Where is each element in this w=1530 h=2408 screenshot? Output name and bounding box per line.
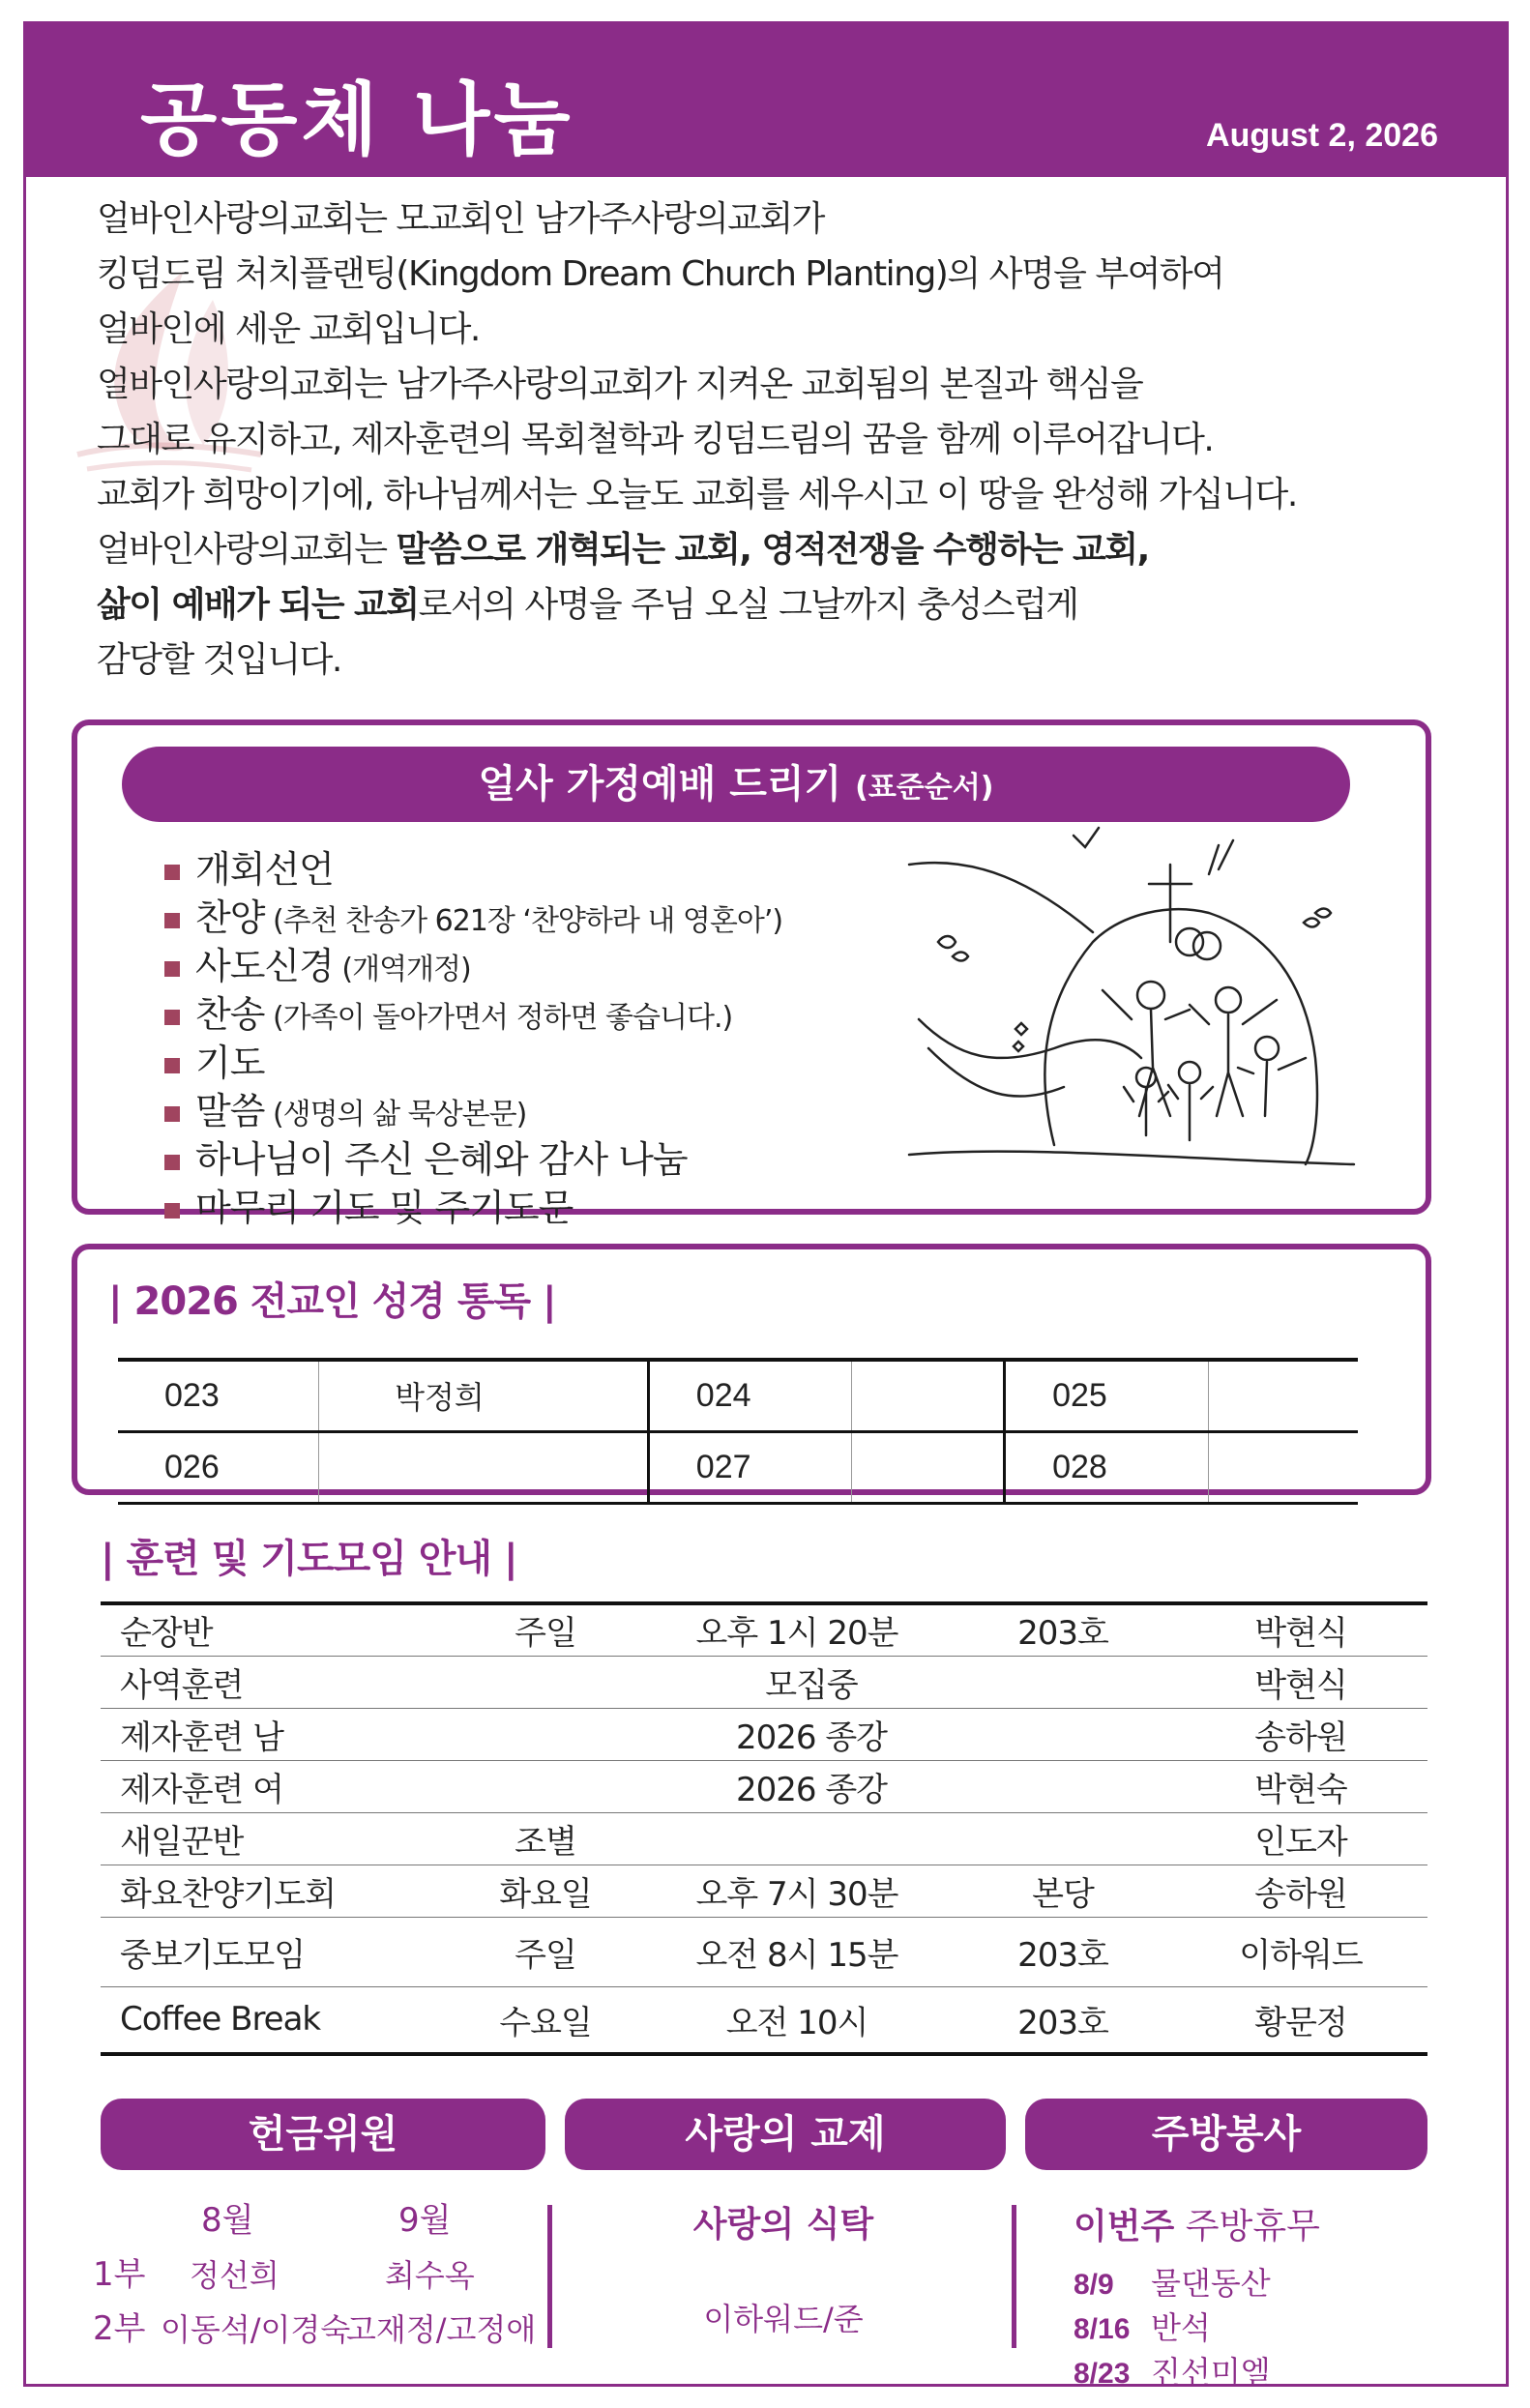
kitchen-team: 반석 bbox=[1151, 2309, 1211, 2346]
table-row bbox=[101, 1812, 1427, 1865]
kitchen-date: 8/23 bbox=[1074, 2358, 1131, 2390]
program-leader: 박현숙 bbox=[1174, 1760, 1427, 1812]
list-item bbox=[164, 944, 782, 992]
intro-paragraph bbox=[97, 191, 1451, 688]
reading-name bbox=[1208, 1360, 1358, 1431]
page-title: 공동체 나눔 bbox=[140, 73, 574, 166]
program-time bbox=[642, 1812, 952, 1865]
list-item bbox=[164, 1089, 782, 1137]
kitchen-row bbox=[1074, 2306, 1441, 2351]
reading-name bbox=[319, 1431, 649, 1503]
item-label: 말씀 bbox=[195, 1090, 265, 1132]
kitchen-date: 8/16 bbox=[1074, 2313, 1131, 2345]
column-divider bbox=[547, 2205, 552, 2348]
bullet-square-icon bbox=[164, 913, 180, 928]
item-label: 기도 bbox=[195, 1042, 265, 1084]
program-place: 203호 bbox=[952, 1986, 1174, 2054]
item-label: 사도신경 bbox=[195, 945, 334, 987]
intro-text: 로서의 사명을 주님 오실 그날까지 충성스럽게 bbox=[418, 585, 1078, 625]
bullet-square-icon bbox=[164, 1203, 180, 1219]
kitchen-this-week bbox=[1074, 2199, 1441, 2248]
kitchen-section bbox=[1074, 2199, 1441, 2395]
list-item bbox=[164, 1041, 782, 1089]
intro-text: 얼바인사랑의교회는 bbox=[97, 530, 397, 570]
table-row bbox=[101, 1917, 1427, 1986]
fellowship-subtitle: 사랑의 식탁 bbox=[692, 2205, 874, 2245]
reading-name bbox=[1208, 1431, 1358, 1503]
reading-name: 박정희 bbox=[319, 1360, 649, 1431]
intro-line: 교회가 희망이기에, 하나님께서는 오늘도 교회를 세우시고 이 땅을 완성해 가십니다. bbox=[97, 475, 1297, 514]
kitchen-row bbox=[1074, 2351, 1441, 2395]
table-row bbox=[101, 1656, 1427, 1708]
program-leader: 박현식 bbox=[1174, 1656, 1427, 1708]
bullet-square-icon bbox=[164, 1106, 180, 1122]
intro-line: 그대로 유지하고, 제자훈련의 목회철학과 킹덤드림의 꿈을 함께 이루어갑니다. bbox=[97, 420, 1214, 459]
reading-number: 025 bbox=[1005, 1360, 1209, 1431]
month-header: 9월 bbox=[398, 2201, 452, 2240]
program-place: 203호 bbox=[952, 1917, 1174, 1986]
kitchen-row bbox=[1074, 2262, 1441, 2306]
committee-member: 이동석/이경숙 bbox=[161, 2311, 351, 2348]
bullet-square-icon bbox=[164, 1010, 180, 1025]
table-row bbox=[101, 1760, 1427, 1812]
program-status: 모집중 bbox=[449, 1656, 1174, 1708]
bullet-square-icon bbox=[164, 865, 180, 880]
intro-emphasis: 말씀으로 개혁되는 교회, 영적전쟁을 수행하는 교회, bbox=[396, 530, 1149, 570]
program-place bbox=[952, 1812, 1174, 1865]
list-item bbox=[164, 1137, 782, 1186]
worship-order-list bbox=[164, 847, 782, 1234]
worship-title-note: (표준순서) bbox=[855, 771, 994, 805]
program-name: Coffee Break bbox=[101, 1986, 449, 2054]
family-worship-title bbox=[122, 747, 1350, 822]
item-note: (추천 찬송가 621장 ‘찬양하라 내 영혼아’) bbox=[264, 904, 783, 938]
committee-member: 고재정/고정애 bbox=[346, 2311, 537, 2348]
item-note: (생명의 삶 묵상본문) bbox=[264, 1098, 527, 1131]
kitchen-date: 8/9 bbox=[1074, 2269, 1114, 2301]
month-header: 8월 bbox=[201, 2201, 254, 2240]
reading-number: 024 bbox=[648, 1360, 852, 1431]
item-note: (개역개정) bbox=[333, 953, 471, 986]
bulletin-date: August 2, 2026 bbox=[1206, 117, 1438, 154]
program-name: 제자훈련 남 bbox=[101, 1708, 449, 1760]
table-row bbox=[101, 1708, 1427, 1760]
this-week-label: 이번주 bbox=[1074, 2207, 1175, 2246]
bullet-square-icon bbox=[164, 961, 180, 977]
fellowship-names: 이하워드/준 bbox=[703, 2301, 864, 2337]
training-title: | 훈련 및 기도모임 안내 | bbox=[101, 1537, 517, 1581]
program-leader: 박현식 bbox=[1174, 1603, 1427, 1656]
bible-reading-title: | 2026 전교인 성경 통독 | bbox=[108, 1279, 556, 1324]
intro-line: 킹덤드림 처치플랜팅(Kingdom Dream Church Planting)의 사명을 부여하여 bbox=[97, 254, 1224, 294]
offering-committee bbox=[93, 2193, 557, 2358]
header-bar bbox=[26, 24, 1506, 177]
column-divider bbox=[1012, 2205, 1016, 2348]
table-row bbox=[101, 1986, 1427, 2054]
program-day: 화요일 bbox=[449, 1865, 642, 1917]
program-time: 오전 10시 bbox=[642, 1986, 952, 2054]
kitchen-title: 주방봉사 bbox=[1025, 2099, 1427, 2170]
family-church-sketch-illustration bbox=[899, 826, 1364, 1193]
item-note: (가족이 돌아가면서 정하면 좋습니다.) bbox=[264, 1001, 733, 1035]
fellowship-title: 사랑의 교제 bbox=[565, 2099, 1006, 2170]
program-place: 203호 bbox=[952, 1603, 1174, 1656]
committee-member: 최수옥 bbox=[385, 2257, 475, 2294]
family-worship-box bbox=[72, 719, 1431, 1229]
list-item bbox=[164, 896, 782, 944]
reading-name bbox=[852, 1360, 1005, 1431]
intro-line bbox=[97, 522, 1451, 577]
bible-reading-table bbox=[118, 1358, 1358, 1505]
bullet-square-icon bbox=[164, 1058, 180, 1073]
program-leader: 인도자 bbox=[1174, 1812, 1427, 1865]
table-row bbox=[118, 1360, 1358, 1431]
service-label: 1부 bbox=[93, 2255, 146, 2294]
offering-title: 헌금위원 bbox=[101, 2099, 545, 2170]
reading-number: 027 bbox=[648, 1431, 852, 1503]
intro-line bbox=[97, 577, 1451, 632]
training-table bbox=[101, 1601, 1427, 2056]
kitchen-team: 물댄동산 bbox=[1151, 2265, 1271, 2302]
program-day: 주일 bbox=[449, 1603, 642, 1656]
program-leader: 송하원 bbox=[1174, 1708, 1427, 1760]
kitchen-team: 진선미엘 bbox=[1151, 2354, 1271, 2391]
worship-title-text: 얼사 가정예배 드리기 bbox=[478, 762, 842, 807]
program-name: 새일꾼반 bbox=[101, 1812, 449, 1865]
list-item bbox=[164, 992, 782, 1041]
program-name: 화요찬양기도회 bbox=[101, 1865, 449, 1917]
list-item bbox=[164, 847, 782, 896]
intro-line: 얼바인사랑의교회는 모교회인 남가주사랑의교회가 bbox=[97, 199, 824, 239]
intro-line: 얼바인에 세운 교회입니다. bbox=[97, 309, 480, 349]
program-name: 사역훈련 bbox=[101, 1656, 449, 1708]
service-label: 2부 bbox=[93, 2309, 146, 2348]
item-label: 마무리 기도 및 주기도문 bbox=[195, 1187, 574, 1229]
program-time: 오후 1시 20분 bbox=[642, 1603, 952, 1656]
fellowship-section bbox=[571, 2197, 996, 2339]
program-day: 조별 bbox=[449, 1812, 642, 1865]
reading-number: 023 bbox=[118, 1360, 319, 1431]
list-item bbox=[164, 1186, 782, 1234]
bullet-square-icon bbox=[164, 1155, 180, 1170]
program-name: 제자훈련 여 bbox=[101, 1760, 449, 1812]
program-name: 중보기도모임 bbox=[101, 1917, 449, 1986]
program-place: 본당 bbox=[952, 1865, 1174, 1917]
intro-emphasis: 삶이 예배가 되는 교회 bbox=[97, 585, 419, 625]
reading-name bbox=[852, 1431, 1005, 1503]
program-status: 2026 종강 bbox=[449, 1760, 1174, 1812]
program-time: 오후 7시 30분 bbox=[642, 1865, 952, 1917]
intro-line: 감당할 것입니다. bbox=[97, 640, 341, 680]
program-day: 주일 bbox=[449, 1917, 642, 1986]
program-leader: 황문정 bbox=[1174, 1986, 1427, 2054]
table-row bbox=[101, 1865, 1427, 1917]
program-name: 순장반 bbox=[101, 1603, 449, 1656]
table-row bbox=[101, 1603, 1427, 1656]
program-status: 2026 종강 bbox=[449, 1708, 1174, 1760]
item-label: 찬송 bbox=[195, 993, 265, 1036]
committee-member: 정선희 bbox=[190, 2257, 280, 2294]
item-label: 개회선언 bbox=[195, 848, 334, 891]
item-label: 찬양 bbox=[195, 896, 265, 939]
item-label: 하나님이 주신 은혜와 감사 나눔 bbox=[195, 1138, 688, 1181]
program-day: 수요일 bbox=[449, 1986, 642, 2054]
bible-reading-box bbox=[72, 1244, 1431, 1495]
program-time: 오전 8시 15분 bbox=[642, 1917, 952, 1986]
intro-line: 얼바인사랑의교회는 남가주사랑의교회가 지켜온 교회됨의 본질과 핵심을 bbox=[97, 365, 1143, 404]
reading-number: 026 bbox=[118, 1431, 319, 1503]
reading-number: 028 bbox=[1005, 1431, 1209, 1503]
table-row bbox=[118, 1431, 1358, 1503]
program-leader: 이하워드 bbox=[1174, 1917, 1427, 1986]
program-leader: 송하원 bbox=[1174, 1865, 1427, 1917]
this-week-status: 주방휴무 bbox=[1174, 2207, 1320, 2246]
